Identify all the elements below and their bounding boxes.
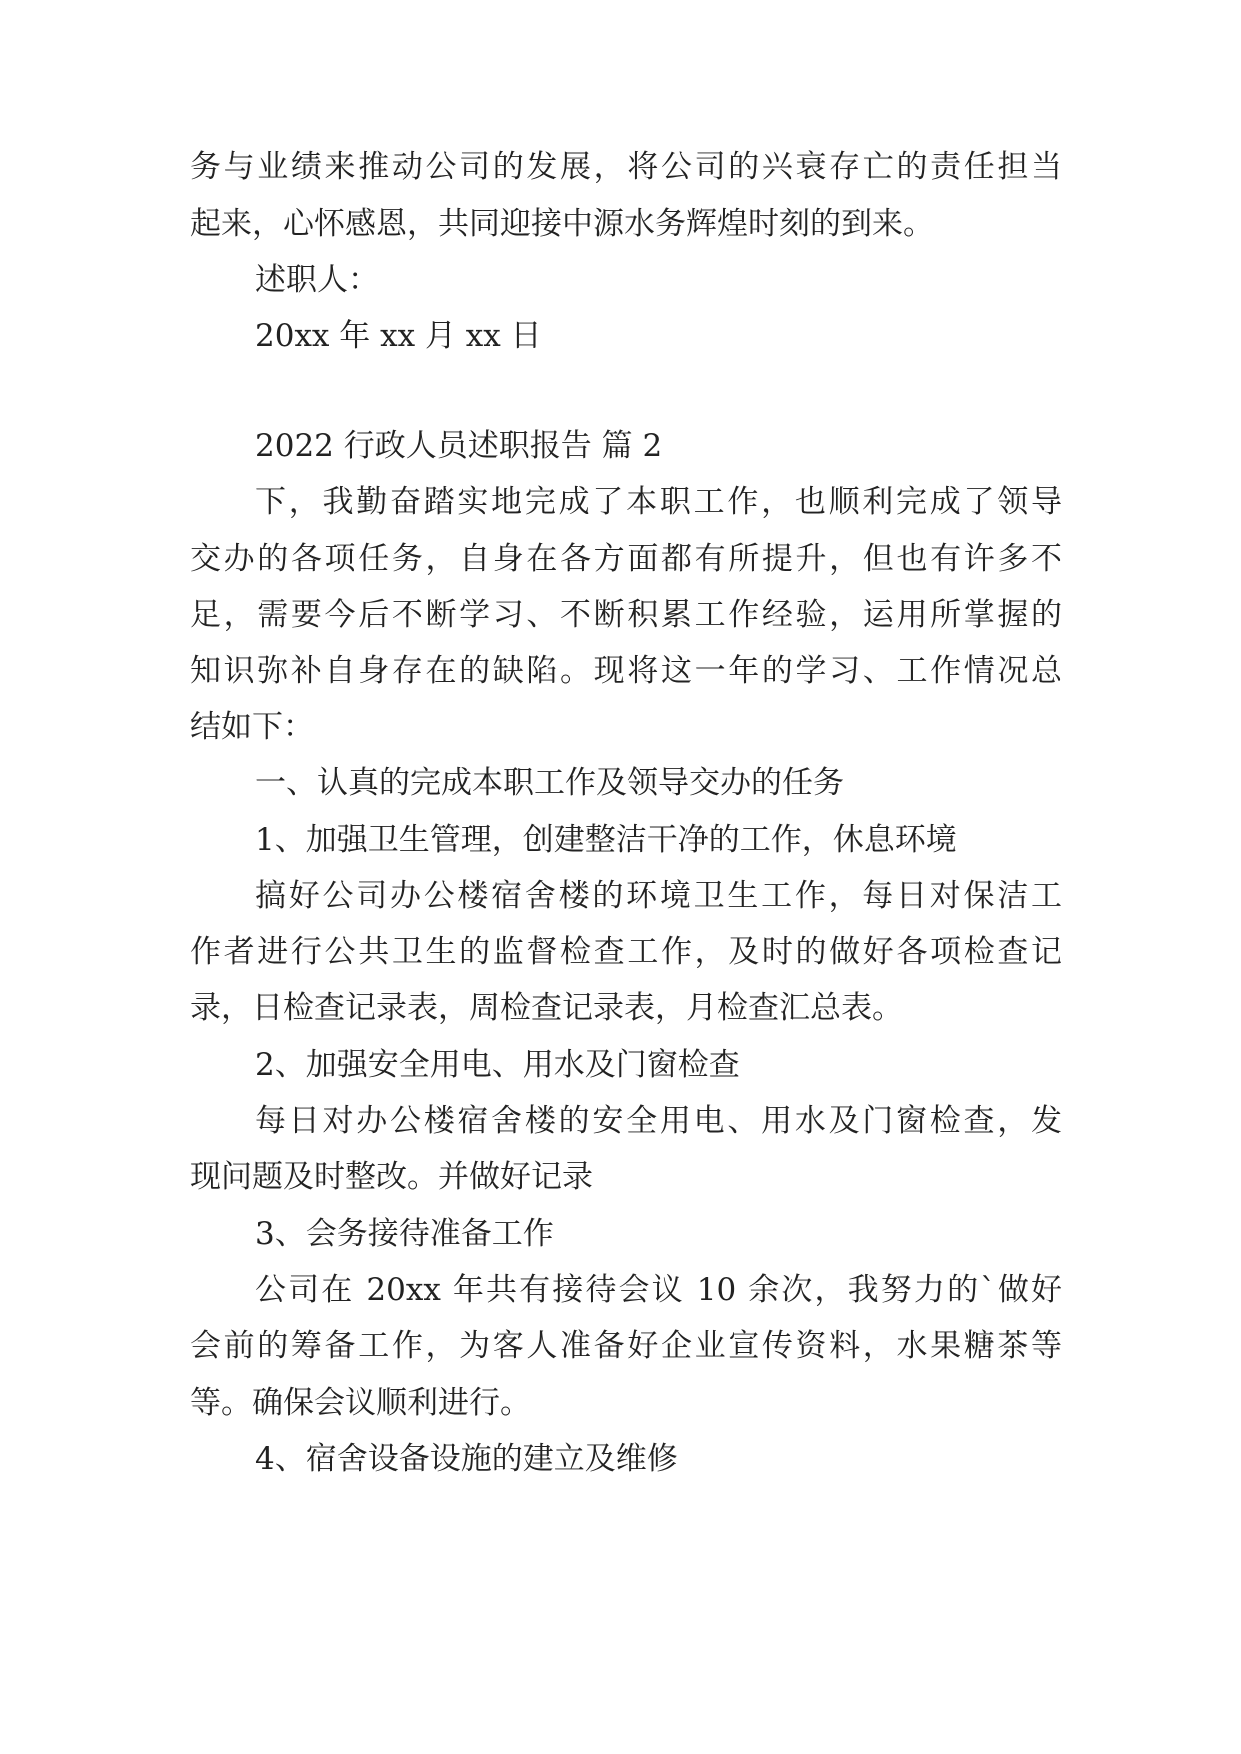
signature-label: 述职人：	[255, 262, 379, 298]
body-line-13: 公司在 20xx 年共有接待会议 10 余次，我努力的`做好	[255, 1272, 1062, 1308]
body-line-2: 起来，心怀感恩，共同迎接中源水务辉煌时刻的到来。	[190, 206, 934, 242]
body-line-6: 知识弥补自身存在的缺陷。现将这一年的学习、工作情况总	[190, 653, 1062, 689]
body-line-11: 每日对办公楼宿舍楼的安全用电、用水及门窗检查，发	[255, 1103, 1062, 1139]
body-line-8: 搞好公司办公楼宿舍楼的环境卫生工作，每日对保洁工	[255, 878, 1062, 914]
subheading-4: 4、宿舍设备设施的建立及维修	[255, 1441, 678, 1477]
body-line-14: 会前的筹备工作，为客人准备好企业宣传资料，水果糖茶等	[190, 1328, 1062, 1364]
body-line-10: 录，日检查记录表，周检查记录表，月检查汇总表。	[190, 990, 903, 1026]
subheading-3: 3、会务接待准备工作	[255, 1216, 554, 1252]
body-line-9: 作者进行公共卫生的监督检查工作，及时的做好各项检查记	[190, 934, 1062, 970]
body-line-5: 足，需要今后不断学习、不断积累工作经验，运用所掌握的	[190, 597, 1062, 633]
body-line-7: 结如下：	[190, 709, 314, 745]
signature-date: 20xx 年 xx 月 xx 日	[255, 318, 542, 354]
body-line-1: 务与业绩来推动公司的发展，将公司的兴衰存亡的责任担当	[190, 149, 1062, 185]
body-line-3: 下，我勤奋踏实地完成了本职工作，也顺利完成了领导	[255, 484, 1062, 520]
heading-1: 一、认真的完成本职工作及领导交办的任务	[255, 765, 844, 801]
subheading-2: 2、加强安全用电、用水及门窗检查	[255, 1047, 740, 1083]
body-line-12: 现问题及时整改。并做好记录	[190, 1159, 593, 1195]
body-line-4: 交办的各项任务，自身在各方面都有所提升，但也有许多不	[190, 541, 1062, 577]
body-line-15: 等。确保会议顺利进行。	[190, 1385, 531, 1421]
section-title: 2022 行政人员述职报告 篇 2	[255, 428, 663, 464]
subheading-1: 1、加强卫生管理，创建整洁干净的工作，休息环境	[255, 822, 957, 858]
